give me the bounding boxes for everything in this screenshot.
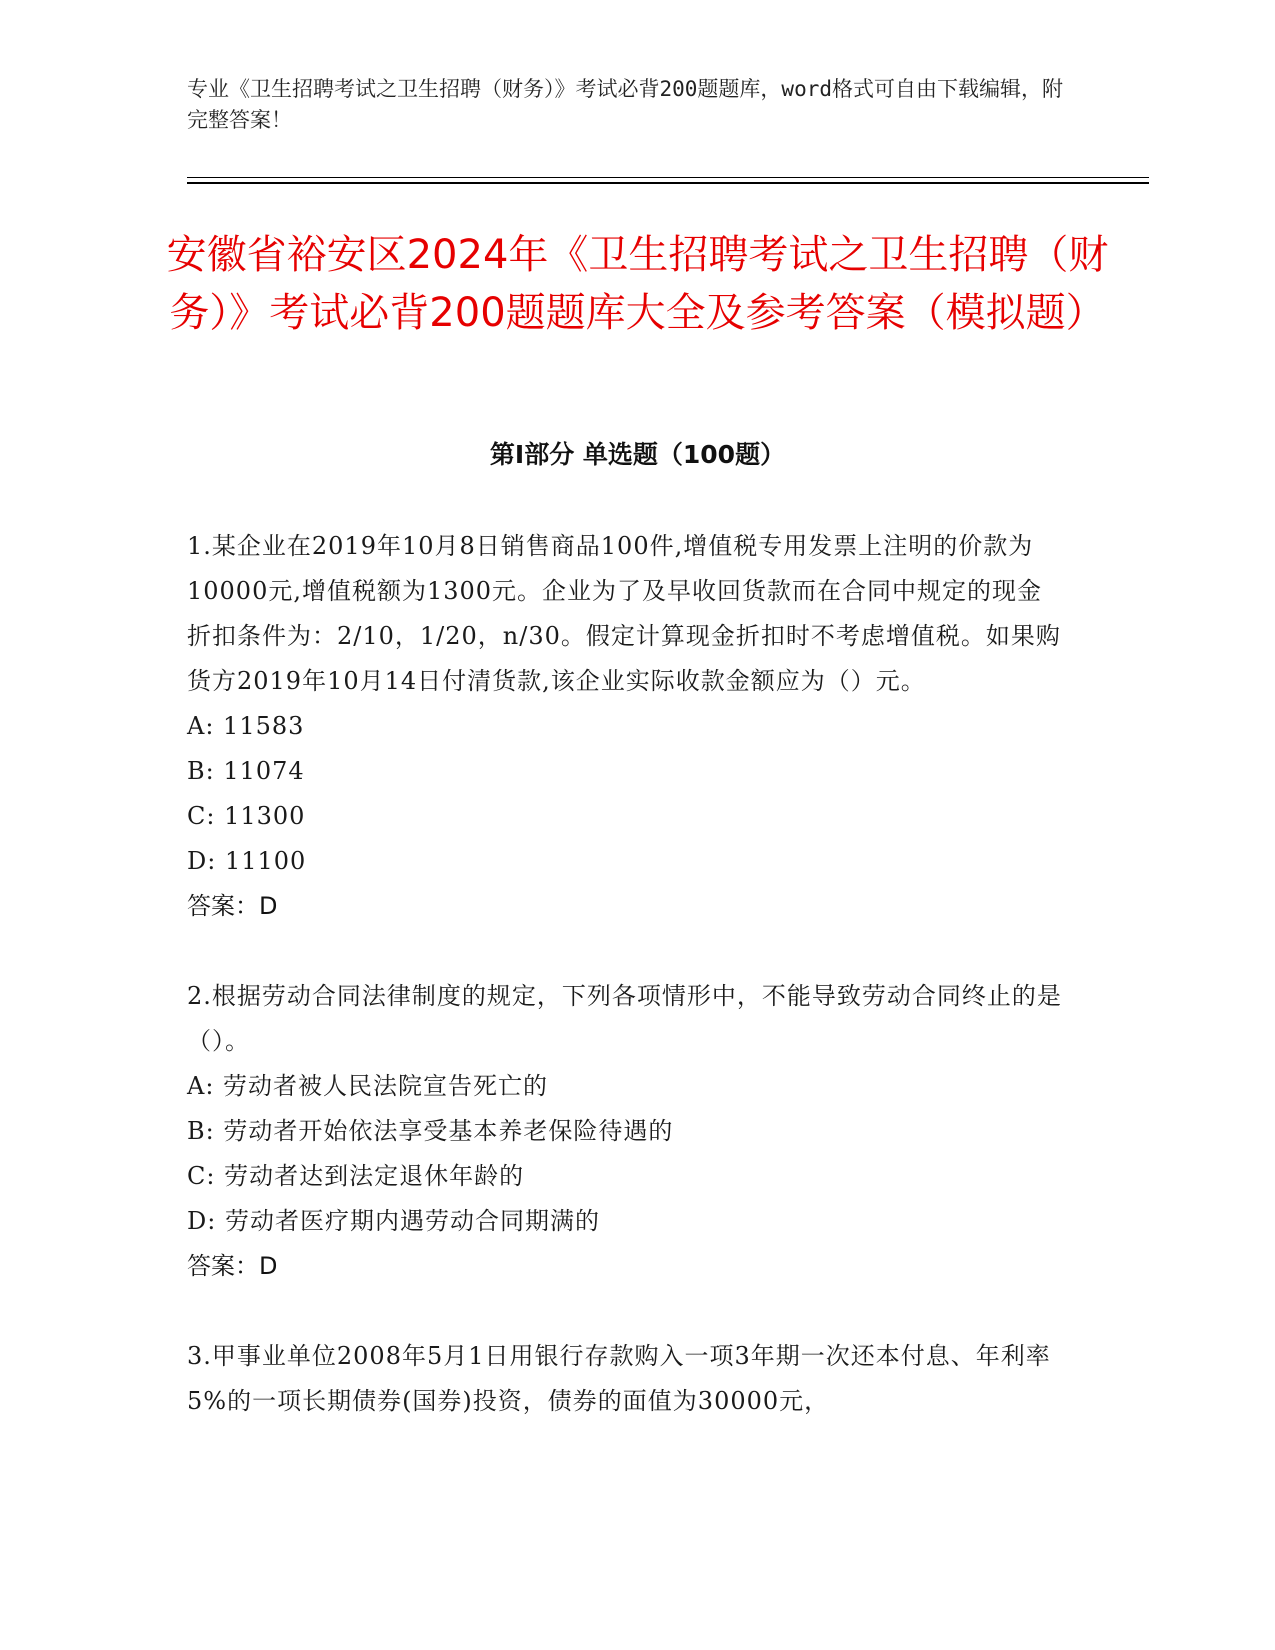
header-note: 专业《卫生招聘考试之卫生招聘（财务）》考试必背200题题库，word格式可自由下载编辑，附完整答案！ bbox=[187, 77, 1063, 132]
answer: 答案：D bbox=[187, 892, 278, 920]
question-list bbox=[187, 524, 1067, 1424]
question-spacer bbox=[187, 929, 1067, 974]
option-a: A: 劳动者被人民法院宣告死亡的 bbox=[187, 1072, 549, 1100]
option-c: C: 11300 bbox=[187, 802, 306, 830]
question-text: 2.根据劳动合同法律制度的规定，下列各项情形中，不能导致劳动合同终止的是（）。 bbox=[187, 982, 1062, 1055]
question-3 bbox=[187, 1334, 1067, 1424]
question-text: 1.某企业在2019年10月8日销售商品100件,增值税专用发票上注明的价款为10000元,增值税额为1300元。企业为了及早收回货款而在合同中规定的现金折扣条件为：2/10，1/20，n/30。假定计算现金折扣时不考虑增值税。如果购货方2019年10月14日付清货款,该企业实际收款金额应为（）元。 bbox=[187, 532, 1061, 695]
question-2 bbox=[187, 974, 1067, 1289]
option-b: B: 劳动者开始依法享受基本养老保险待遇的 bbox=[187, 1117, 674, 1145]
option-a: A: 11583 bbox=[187, 712, 305, 740]
option-d: D: 11100 bbox=[187, 847, 307, 875]
answer: 答案：D bbox=[187, 1252, 278, 1280]
document-title: 安徽省裕安区2024年《卫生招聘考试之卫生招聘（财务）》考试必背200题题库大全及参考答案（模拟题） bbox=[166, 232, 1109, 336]
header-divider-thick bbox=[187, 182, 1149, 184]
question-1 bbox=[187, 524, 1067, 929]
option-c: C: 劳动者达到法定退休年龄的 bbox=[187, 1162, 525, 1190]
question-spacer bbox=[187, 1289, 1067, 1334]
header-divider-thin bbox=[187, 177, 1149, 178]
question-text: 3.甲事业单位2008年5月1日用银行存款购入一项3年期一次还本付息、年利率5%的一项长期债券(国券)投资，债券的面值为30000元， bbox=[187, 1342, 1051, 1415]
section-title: 第Ⅰ部分 单选题（100题） bbox=[489, 440, 786, 469]
option-d: D: 劳动者医疗期内遇劳动合同期满的 bbox=[187, 1207, 600, 1235]
option-b: B: 11074 bbox=[187, 757, 305, 785]
